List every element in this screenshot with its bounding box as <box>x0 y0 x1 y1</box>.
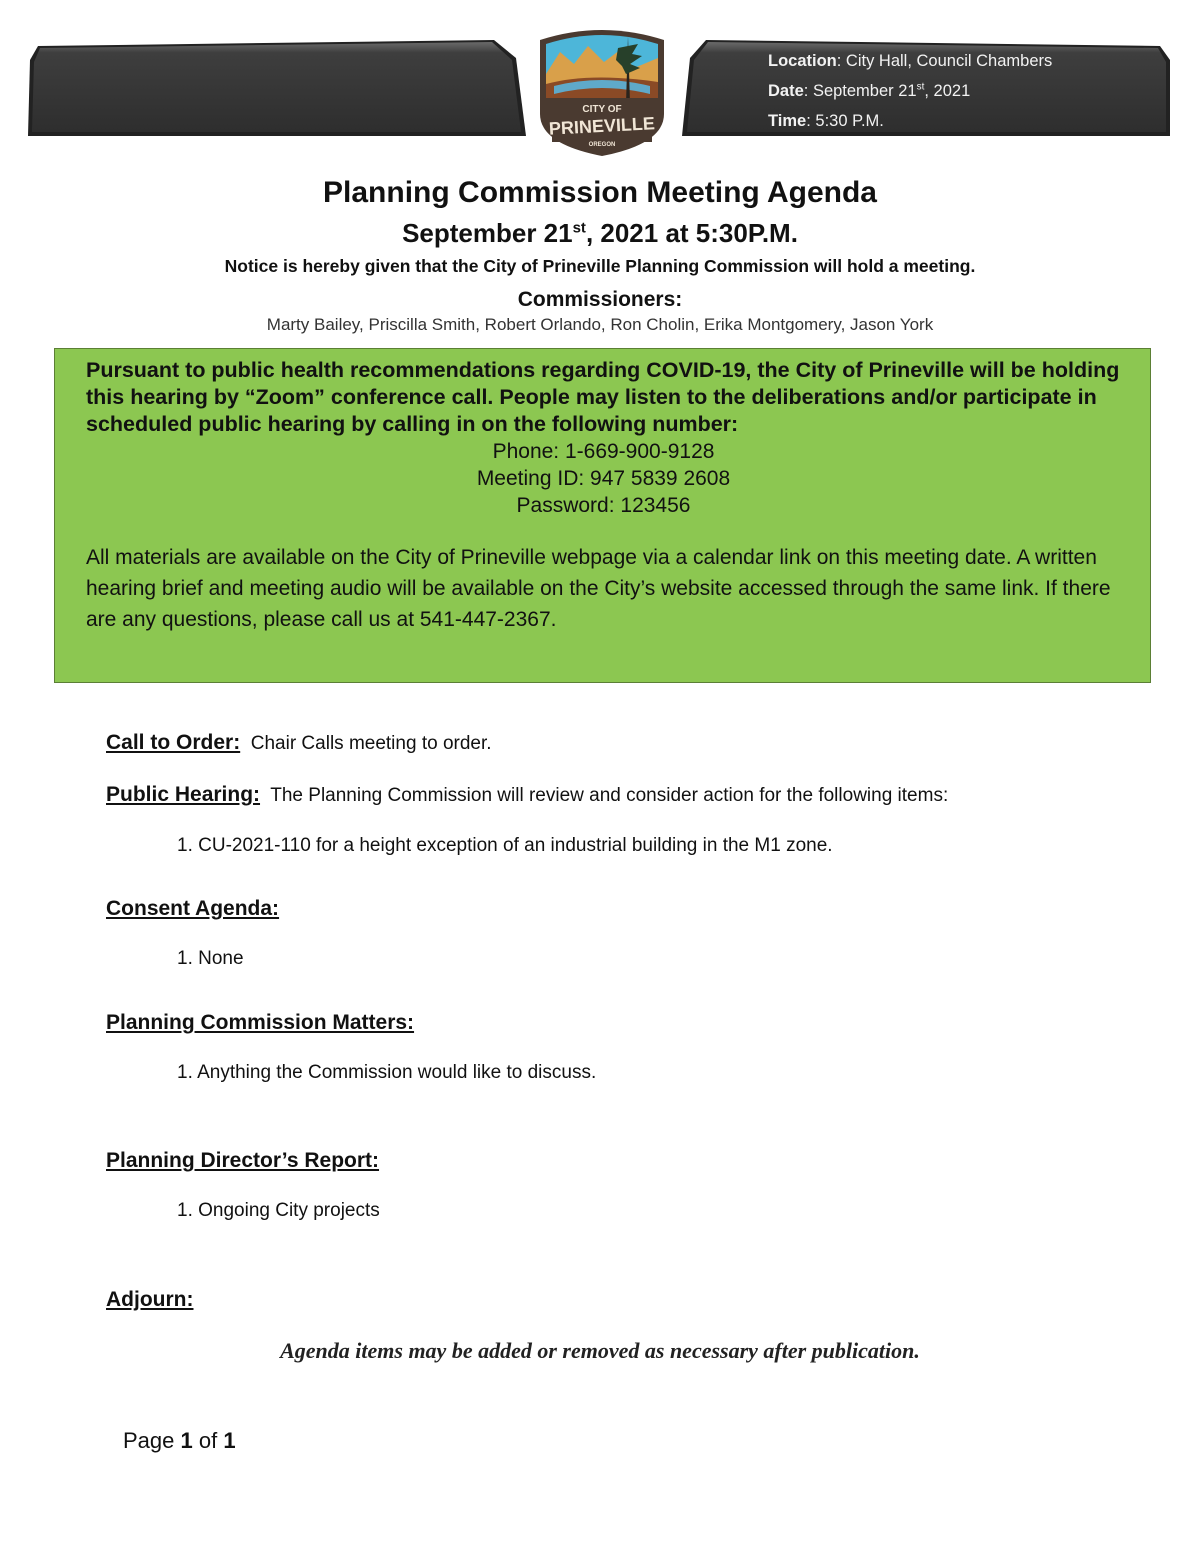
header-banner-right <box>680 36 1174 140</box>
time-value: 5:30 P.M. <box>815 112 884 130</box>
page-current: 1 <box>180 1428 193 1453</box>
date-value-sup: st <box>916 81 925 93</box>
dial-in-phone: Phone: 1-669-900-9128 <box>492 440 715 463</box>
covid-notice-text: Pursuant to public health recommendations regarding COVID-19, the City of Prineville will be holding this hearing by “Zoom” conference call. People may listen to the deliberations and/or participate in scheduled public hearing by calling in on the following number: <box>86 358 1120 436</box>
director-report-item: 1. Ongoing City projects <box>177 1200 380 1221</box>
time-label: Time <box>768 112 807 130</box>
location-label: Location <box>768 52 837 70</box>
header-banner-left <box>24 36 532 140</box>
date-line: Date: September 21st, 2021 <box>768 81 971 100</box>
meeting-date-heading <box>0 218 1200 249</box>
commission-matters-heading: Planning Commission Matters: <box>106 1011 415 1034</box>
public-hearing-heading: Public Hearing: <box>106 783 261 806</box>
meeting-details <box>768 46 1052 136</box>
date-value-suffix: , 2021 <box>924 82 971 100</box>
public-hearing-text: The Planning Commission will review and consider action for the following items: <box>270 785 949 806</box>
commission-matters-item: 1. Anything the Commission would like to discuss. <box>177 1062 597 1083</box>
call-to-order-heading: Call to Order: <box>106 731 241 754</box>
location-value: City Hall, Council Chambers <box>845 52 1053 70</box>
public-hearing-item: 1. CU-2021-110 for a height exception of an industrial building in the M1 zone. <box>177 835 833 856</box>
agenda-call-to-order <box>106 731 492 755</box>
adjourn-heading: Adjourn: <box>106 1288 194 1311</box>
dial-in-meeting-id: Meeting ID: 947 5839 2608 <box>476 467 731 490</box>
dial-in-password: Password: 123456 <box>516 494 691 517</box>
date-label: Date <box>768 82 804 100</box>
time-line: Time: 5:30 P.M. <box>768 112 884 130</box>
page-of: of <box>198 1428 218 1453</box>
materials-text: All materials are available on the City of Prineville webpage via a calendar link on this meeting date. A written hearing brief and meeting audio will be available on the City’s website accessed through the same link. If there are any questions, please call us at 541-447-2367. <box>86 546 1111 631</box>
logo-line3: OREGON <box>588 142 616 148</box>
agenda-director-report <box>106 1149 379 1173</box>
agenda-adjourn <box>106 1288 193 1312</box>
location-line: Location: City Hall, Council Chambers <box>768 52 1053 70</box>
commissioners-list: Marty Bailey, Priscilla Smith, Robert Orlando, Ron Cholin, Erika Montgomery, Jason York <box>266 315 934 334</box>
logo-line1: CITY OF <box>582 104 622 115</box>
agenda-consent <box>106 897 279 921</box>
page-title: Planning Commission Meeting Agenda <box>323 176 877 209</box>
city-logo <box>530 24 674 160</box>
meeting-notice: Notice is hereby given that the City of Prineville Planning Commission will hold a meeting. <box>224 256 976 276</box>
agenda-public-hearing <box>106 783 948 807</box>
consent-agenda-heading: Consent Agenda: <box>106 897 280 920</box>
consent-agenda-item: 1. None <box>177 948 244 969</box>
covid-notice-box <box>54 348 1151 683</box>
agenda-disclaimer: Agenda items may be added or removed as necessary after publication. <box>280 1338 920 1363</box>
subtitle-prefix: September 21 <box>402 218 573 248</box>
agenda-commission-matters <box>106 1011 414 1035</box>
page-number <box>123 1428 236 1454</box>
subtitle-suffix: , 2021 at 5:30P.M. <box>585 218 798 248</box>
director-report-heading: Planning Director’s Report: <box>106 1149 380 1172</box>
logo-line2: PRINEVILLE <box>548 113 656 139</box>
commissioners-heading: Commissioners: <box>517 288 683 311</box>
page-word: Page <box>123 1428 175 1453</box>
date-value-prefix: September 21 <box>812 82 917 100</box>
subtitle-sup: st <box>572 219 586 237</box>
call-to-order-text: Chair Calls meeting to order. <box>250 733 492 754</box>
page-total: 1 <box>223 1428 236 1453</box>
